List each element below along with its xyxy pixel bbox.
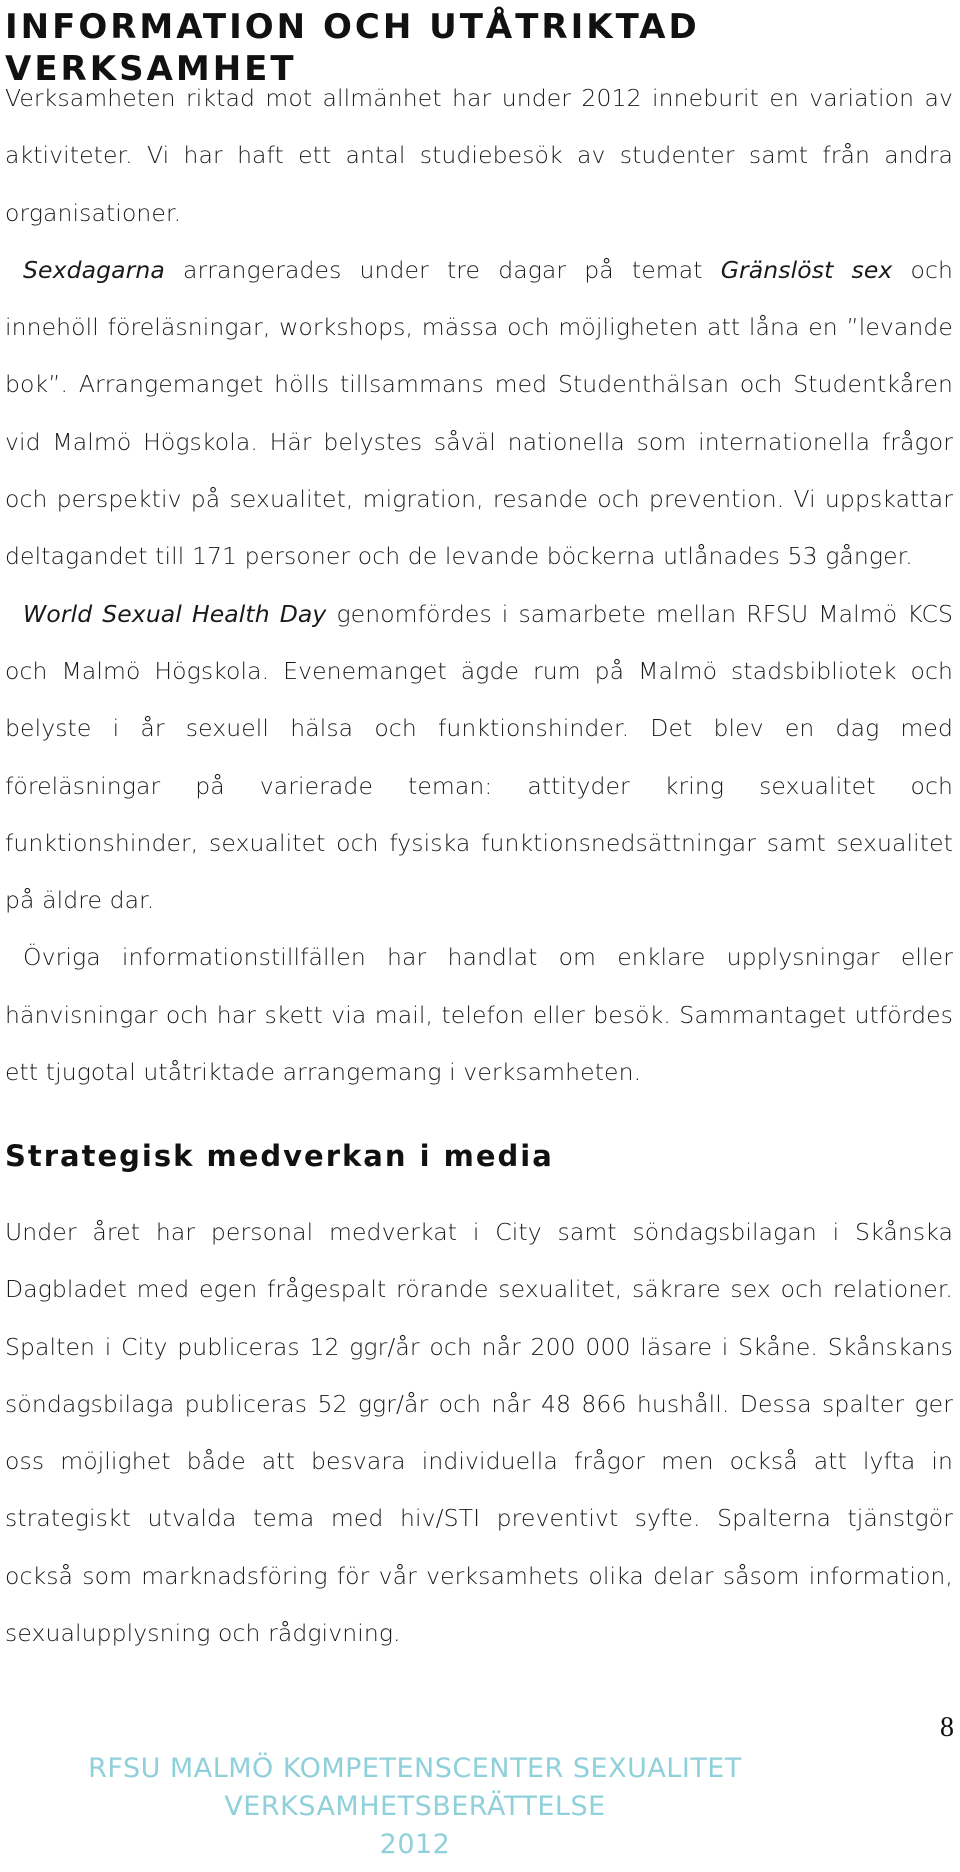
section-media [5, 1204, 953, 1662]
paragraph-world-sexual-health-day [5, 586, 953, 930]
paragraph-text: arrangerades under tre dagar på temat [164, 255, 721, 284]
paragraph-ovriga: Övriga informationstillfällen har handlat om enklare upplysningar eller hänvisningar och har skett via mail, telefon eller besök. Sammantaget utfördes ett tjugotal utåtriktade arrangemang i verksamheten. [5, 943, 953, 1087]
page-number: 8 [940, 1712, 954, 1743]
footer [0, 1750, 830, 1864]
footer-report-title: VERKSAMHETSBERÄTTELSE [224, 1791, 606, 1822]
paragraph-text: och innehöll föreläsningar, workshops, mässa och möjligheten att låna en ”levande bok”. Arrangemanget hölls tillsammans med Studenthälsan och Studentkåren vid Malmö Högskola. Här belystes såväl nationella som internationella frågor och perspektiv på sexualitet, migration, resande och prevention. Vi uppskattar deltagandet till 171 personer och de levande böckerna utlånades 53 gånger. [5, 255, 954, 571]
emphasis-world-sexual-health-day: World Sexual Health Day [23, 599, 327, 628]
paragraph-intro: Verksamheten riktad mot allmänhet har under 2012 inneburit en variation av aktiviteter. Vi har haft ett antal studiebesök av studenter samt från andra organisationer. [5, 84, 953, 227]
footer-organization: RFSU MALMÖ KOMPETENSCENTER SEXUALITET [88, 1753, 742, 1784]
footer-year: 2012 [379, 1829, 451, 1860]
paragraph-media: Under året har personal medverkat i City samt söndagsbilagan i Skånska Dagbladet med egen frågespalt rörande sexualitet, säkrare sex och relationer. Spalten i City publiceras 12 ggr/år och når 200 000 läsare i Skåne. Skånskans söndagsbilaga publiceras 52 ggr/år och når 48 866 hushåll. Dessa spalter ger oss möjlighet både att besvara individuella frågor men också att lyfta in strategiskt utvalda tema med hiv/STI preventivt syfte. Spalterna tjänstgör också som marknadsföring för vår verksamhets olika delar såsom information, sexualupplysning och rådgivning. [5, 1218, 953, 1648]
paragraph-text: genomfördes i samarbete mellan RFSU Malmö KCS och Malmö Högskola. Evenemanget ägde rum på Malmö stadsbibliotek och belyste i år sexuell hälsa och funktionshinder. Det blev en dag med föreläsningar på varierade teman: attityder kring sexualitet och funktionshinder, sexualitet och fysiska funktionsnedsättningar samt sexualitet på äldre dar. [5, 599, 954, 915]
section-heading-media: Strategisk medverkan i media [5, 1139, 554, 1173]
emphasis-sexdagarna: Sexdagarna [23, 255, 165, 284]
emphasis-gransloest-sex: Gränslöst sex [720, 255, 893, 284]
paragraph-sexdagarna [5, 242, 953, 586]
section-information [5, 70, 953, 1101]
page-heading: INFORMATION OCH UTÅTRIKTAD VERKSAMHET [5, 7, 700, 89]
